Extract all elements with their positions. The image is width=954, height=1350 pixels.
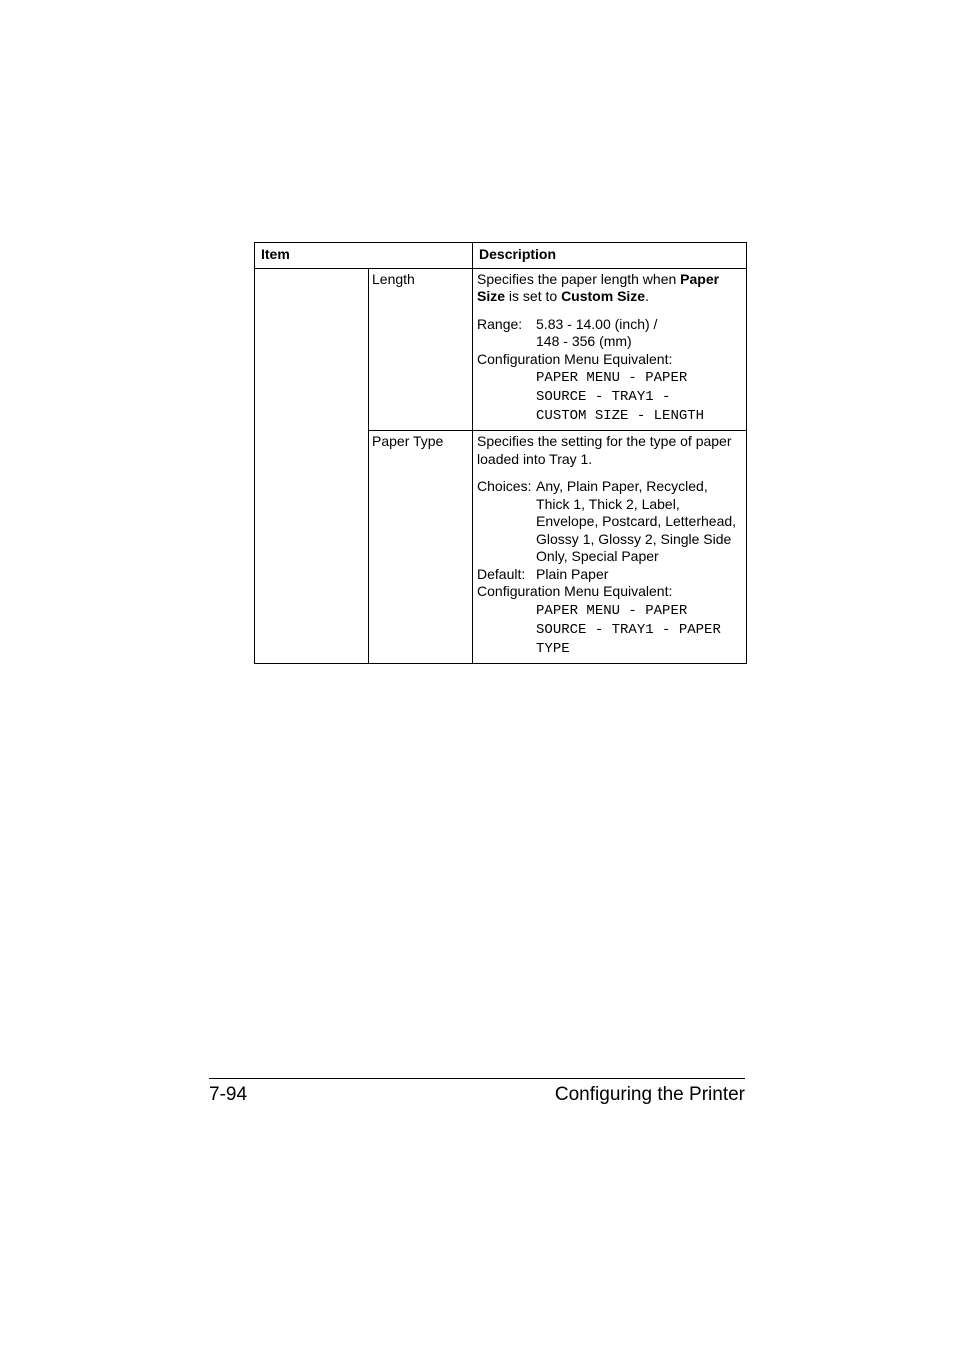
intro-text: Specifies the paper length when (477, 270, 681, 287)
config-menu-path (477, 369, 742, 426)
section-title: Configuring the Printer (554, 1084, 745, 1105)
config-line: CUSTOM SIZE - LENGTH (536, 408, 705, 424)
settings-table (254, 242, 747, 664)
sub-item-length: Length (369, 268, 473, 431)
page-number: 7-94 (209, 1084, 248, 1105)
table-row (255, 268, 747, 431)
config-line: SOURCE - TRAY1 - PAPER (536, 621, 721, 638)
config-line: PAPER MENU - PAPER (536, 602, 688, 619)
description-length (473, 268, 747, 431)
choices-value: Any, Plain Paper, Recycled, Thick 1, Thick 2, Label, Envelope, Postcard, Letterhead, Glossy 1, Glossy 2, Single Side Only, Special Paper (536, 478, 737, 564)
item-cell-empty (255, 268, 369, 663)
range-values (536, 316, 742, 351)
length-intro (477, 271, 742, 306)
range-inch: 5.83 - 14.00 (inch) / (536, 315, 658, 332)
description-paper-type (473, 431, 747, 664)
range-label: Range: (477, 315, 523, 332)
range-line (477, 316, 742, 351)
page-footer (209, 1078, 745, 1107)
paper-type-intro: Specifies the setting for the type of paper loaded into Tray 1. (477, 433, 732, 467)
intro-text: is set to (505, 288, 562, 304)
default-line (477, 566, 742, 584)
default-value: Plain Paper (536, 565, 609, 582)
intro-text: . (645, 288, 649, 304)
config-line: PAPER MENU - PAPER (536, 370, 688, 386)
default-label: Default: (477, 565, 526, 582)
config-menu-path (477, 602, 742, 659)
config-label: Configuration Menu Equivalent: (477, 583, 673, 599)
table-header-row (255, 243, 747, 269)
sub-item-paper-type: Paper Type (369, 431, 473, 664)
config-line: TYPE (536, 640, 570, 657)
choices-line (477, 478, 742, 566)
range-mm: 148 - 356 (mm) (536, 333, 632, 349)
choices-label: Choices: (477, 478, 532, 494)
config-line: SOURCE - TRAY1 - (536, 389, 671, 405)
header-item: Item (255, 243, 473, 269)
config-label: Configuration Menu Equivalent: (477, 350, 673, 367)
header-description: Description (473, 243, 747, 269)
intro-bold-custom-size: Custom Size (561, 288, 646, 304)
intro-bold-paper-size: Paper Size (477, 270, 720, 304)
